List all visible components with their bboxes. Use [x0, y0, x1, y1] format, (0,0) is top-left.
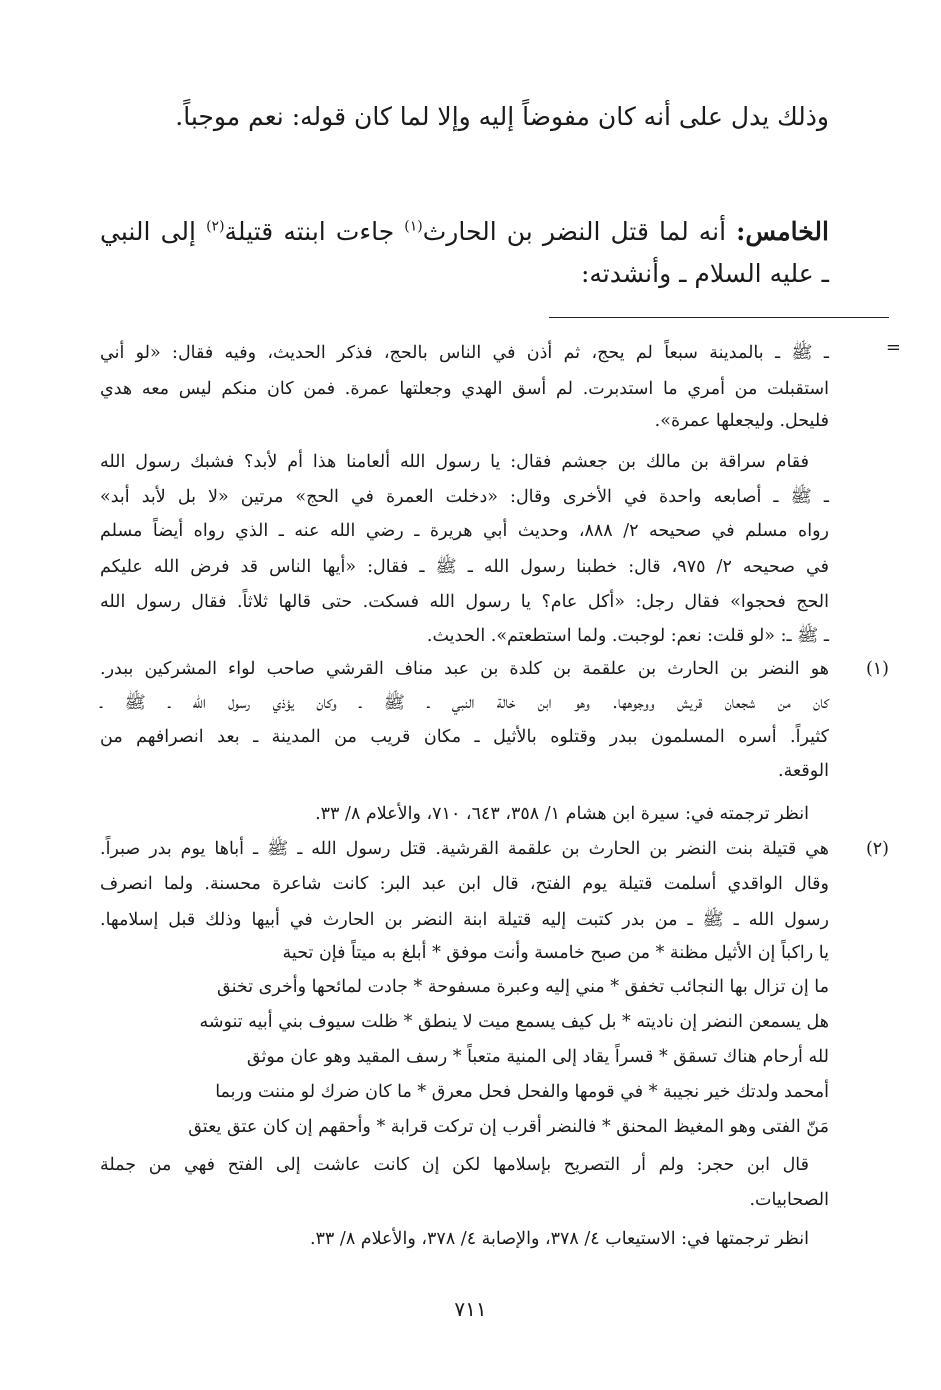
footnote-1-line: الوقعة.	[778, 761, 829, 781]
footnote-2-poem-line: مَنّ الفتى وهو المغيظ المحنق * فالنضر أقرب إن تركت قرابة * وأحقهم إن كان عتق يعتق	[188, 1117, 829, 1137]
footnote-cont-line: الحج فحجوا» فقال رجل: «أكل عام؟ يا رسول الله فسكت. حتى قالها ثلاثاً. فقال رسول الله	[100, 592, 829, 612]
footnote-2-line: وقال الواقدي أسلمت قتيلة يوم الفتح، قال ابن عبد البر: كانت شاعرة محسنة. ولما انصرف	[100, 874, 829, 894]
main-line-2	[100, 212, 829, 252]
footnote-separator	[549, 317, 889, 318]
footnote-cont-line: رواه مسلم في صحيحه ٢/ ٨٨٨، وحديث أبي هريرة ـ رضي الله عنه ـ الذي رواه أيضاً مسلم	[100, 521, 829, 541]
footnote-2-source: انظر ترجمتها في: الاستيعاب ٤/ ٣٧٨، والإصابة ٤/ ٣٧٨، والأعلام ٨/ ٣٣.	[309, 1229, 809, 1249]
main-line-3: ـ عليه السلام ـ وأنشدته:	[580, 259, 829, 288]
footnote-cont-line: ـ ﷺ ـ أصابعه واحدة في الأخرى وقال: «دخلت العمرة في الحج» مرتين «لا بل لأبد أبد»	[100, 487, 829, 507]
footnote-ref-2[interactable]: (٢)	[206, 218, 225, 235]
footnote-2-line: رسول الله ـ ﷺ ـ من بدر كتبت إليه قتيلة ابنة النضر بن الحارث في أبيها وذلك قبل إسلامها.	[100, 910, 829, 930]
footnote-cont-line: فليحل. وليجعلها عمرة».	[654, 411, 829, 431]
footnote-2-poem-line: ما إن تزال بها النجائب تخفق * مني إليه وعبرة مسفوحة * جادت لمائحها وأخرى تخنق	[217, 977, 829, 997]
footnote-cont-line: في صحيحه ٢/ ٩٧٥، قال: خطبنا رسول الله ـ ﷺ ـ فقال: «أيها الناس قد فرض الله عليكم	[100, 557, 829, 577]
footnote-1-line: كان من شجعان قريش ووجوهها. وهو ابن خالة النبي ـ ﷺ ـ وكان يؤذي رسول الله ـ ﷺ ـ	[100, 693, 829, 713]
footnote-2-poem-line: لله أرحام هناك تسقق * قسراً يقاد إلى المنية متعباً * رسف المقيد وهو عان موثق	[246, 1047, 829, 1067]
footnote-cont-line: فقام سراقة بن مالك بن جعشم فقال: يا رسول الله ألعامنا هذا أم لأبد؟ فشبك رسول الله	[100, 452, 809, 472]
footnote-2-line: قال ابن حجر: ولم أر التصريح بإسلامها لكن إن كانت عاشت إلى الفتح فهي من جملة	[100, 1155, 809, 1175]
footnote-2-poem-line: أمحمد ولدتك خير نجيبة * في قومها والفحل فحل معرق * ما كان ضرك لو مننت وربما	[215, 1082, 829, 1102]
footnote-1-line: كثيراً. أسره المسلمون ببدر وقتلوه بالأثيل ـ مكان قريب من المدينة ـ بعد انصرافهم من	[100, 727, 829, 747]
main-line-2-part-a: أنه لما قتل النضر بن الحارث	[422, 217, 737, 246]
footnote-1-source: انظر ترجمته في: سيرة ابن هشام ١/ ٣٥٨، ٦٤٣، ٧١٠، والأعلام ٨/ ٣٣.	[315, 804, 809, 824]
continuation-mark: =	[885, 337, 901, 358]
footnote-2-line: هي قتيلة بنت النضر بن الحارث بن علقمة القرشية. قتل رسول الله ـ ﷺ ـ أباها يوم بدر صبراً.	[100, 839, 829, 859]
footnote-cont-line: ـ ﷺ ـ: «لو قلت: نعم: لوجبت. ولما استطعتم». الحديث.	[426, 626, 829, 646]
main-line-2-part-c: إلى النبي	[100, 217, 207, 246]
footnote-cont-line: ـ ﷺ ـ بالمدينة سبعاً لم يحج، ثم أذن في الناس بالحج، فذكر الحديث، وفيه فقال: «لو أني	[100, 343, 829, 363]
footnote-2-poem-line: يا راكباً إن الأثيل مظنة * من صبح خامسة وأنت موفق * أبلغ به ميتاً فإن تحية	[282, 943, 829, 963]
footnote-cont-line: استقبلت من أمري ما استدبرت. لم أسق الهدي وجعلتها عمرة. فمن كان منكم ليس معه هدي	[100, 379, 829, 399]
section-label-fifth: الخامس:	[736, 217, 829, 246]
footnote-1-line: هو النضر بن الحارث بن علقمة بن كلدة بن عبد مناف القرشي صاحب لواء المشركين ببدر.	[100, 659, 829, 679]
footnote-ref-1[interactable]: (١)	[404, 218, 423, 235]
page-number: ٧١١	[454, 1297, 487, 1321]
main-line-1: وذلك يدل على أنه كان مفوضاً إليه وإلا لما كان قوله: نعم موجباً.	[175, 102, 829, 131]
footnote-2-line: الصحابيات.	[749, 1190, 829, 1210]
footnote-1-number: (١)	[865, 659, 889, 679]
footnote-2-poem-line: هل يسمعن النضر إن ناديته * بل كيف يسمع ميت لا ينطق * ظلت سيوف بني أبيه تنوشه	[199, 1012, 829, 1032]
main-line-2-part-b: جاءت ابنته قتيلة	[224, 217, 405, 246]
footnote-2-number: (٢)	[865, 839, 889, 859]
